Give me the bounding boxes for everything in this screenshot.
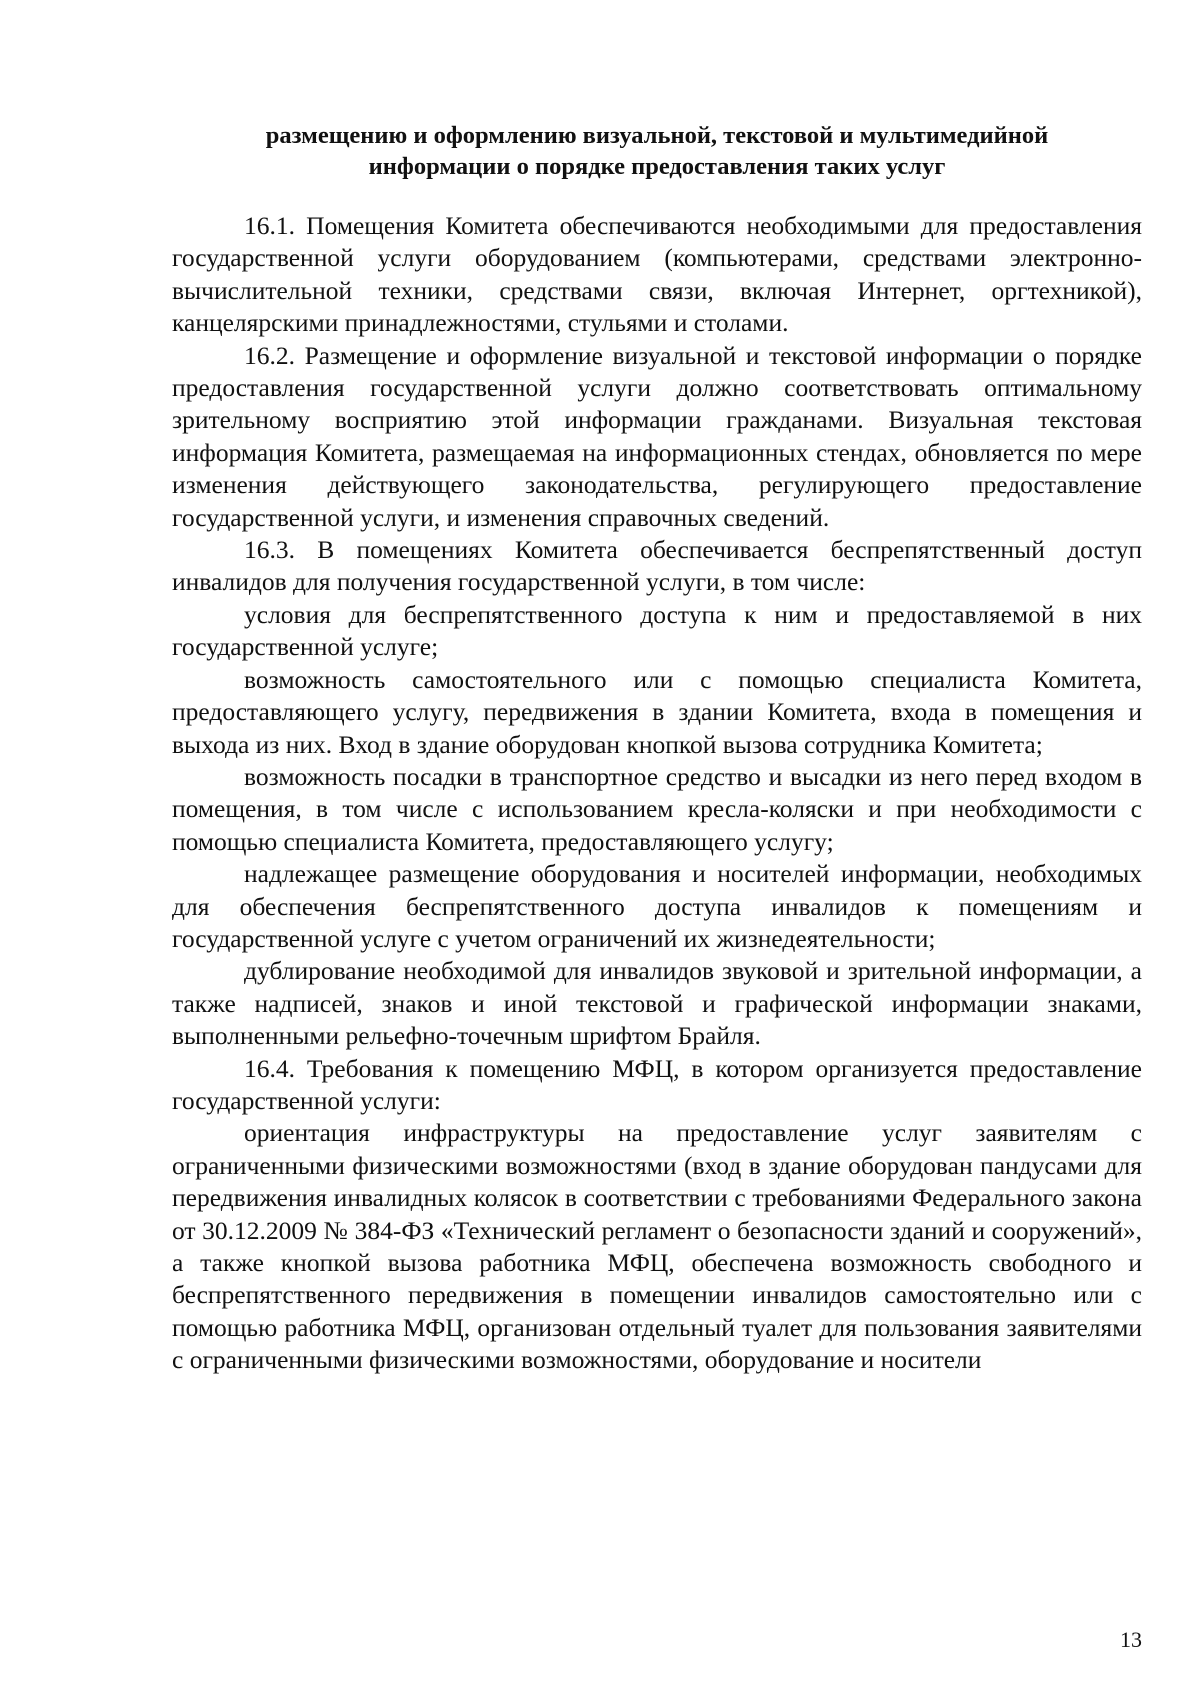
list-item-infrastructure: ориентация инфраструктуры на предоставление услуг заявителям с ограниченными физическими возможностями (вход в здание оборудован пандусами для передвижения инвалидных колясок в соответствии с требованиями Федерального закона от 30.12.2009 № 384-ФЗ «Технический регламент о безопасности зданий и сооружений», а также кнопкой вызова работника МФЦ, обеспечена возможность свободного и беспрепятственного передвижения в помещении инвалидов самостоятельно или с помощью работника МФЦ, организован отдельный туалет для пользования заявителями с ограниченными физическими возможностями, оборудование и носители [172, 1118, 1142, 1375]
list-item-braille: дублирование необходимой для инвалидов звуковой и зрительной информации, а также надписей, знаков и иной текстовой и графической информации знаками, выполненными рельефно-точечным шрифтом Брайля. [172, 956, 1142, 1051]
document-body [172, 210, 1142, 1377]
list-item-equipment-placement: надлежащее размещение оборудования и носителей информации, необходимых для обеспечения беспрепятственного доступа инвалидов к помещениям и государственной услуге с учетом ограничений их жизнедеятельности; [172, 859, 1142, 953]
document-page [172, 120, 1142, 1377]
paragraph-16-3: 16.3. В помещениях Комитета обеспечивается беспрепятственный доступ инвалидов для получения государственной услуги, в том числе: [172, 535, 1142, 597]
page-number: 13 [1120, 1627, 1142, 1652]
list-item-movement: возможность самостоятельного или с помощью специалиста Комитета, предоставляющего услугу, передвижения в здании Комитета, входа в помещения и выхода из них. Вход в здание оборудован кнопкой вызова сотрудника Комитета; [172, 664, 1142, 759]
paragraph-16-4: 16.4. Требования к помещению МФЦ, в котором организуется предоставление государственной услуги: [172, 1053, 1142, 1115]
list-item-transport: возможность посадки в транспортное средство и высадки из него перед входом в помещения, в том числе с использованием кресла-коляски и при необходимости с помощью специалиста Комитета, предоставляющего услугу; [172, 761, 1142, 856]
section-heading-line-2: информации о порядке предоставления таких услуг [368, 153, 946, 180]
section-heading [172, 120, 1142, 182]
section-heading-line-1: размещению и оформлению визуальной, текстовой и мультимедийной [265, 122, 1049, 149]
paragraph-16-2: 16.2. Размещение и оформление визуальной и текстовой информации о порядке предоставления государственной услуги должно соответствовать оптимальному зрительному восприятию этой информации гражданами. Визуальная текстовая информация Комитета, размещаемая на информационных стендах, обновляется по мере изменения действующего законодательства, регулирующего предоставление государственной услуги, и изменения справочных сведений. [172, 340, 1142, 532]
list-item-access-conditions: условия для беспрепятственного доступа к ним и предоставляемой в них государственной услуге; [172, 599, 1142, 662]
paragraph-16-1: 16.1. Помещения Комитета обеспечиваются необходимыми для предоставления государственной услуги оборудованием (компьютерами, средствами электронно-вычислительной техники, средствами связи, включая Интернет, оргтехникой), канцелярскими принадлежностями, стульями и столами. [172, 211, 1142, 338]
